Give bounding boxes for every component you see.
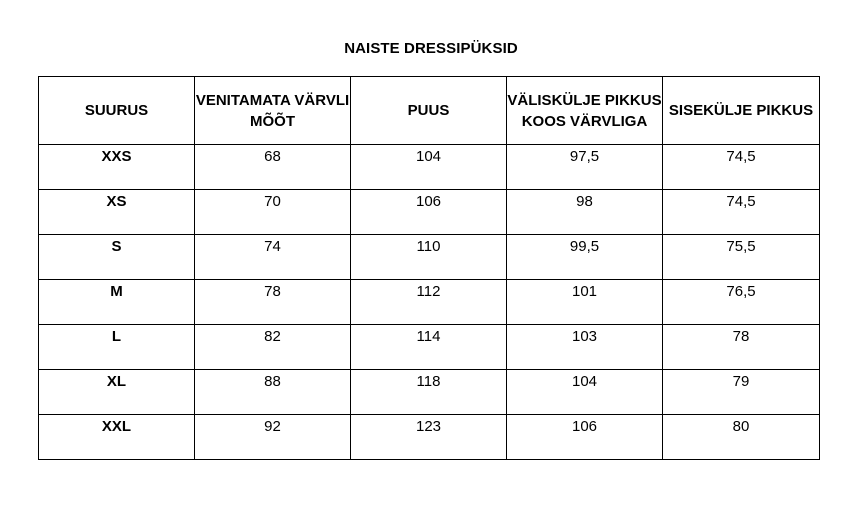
header-waist-unstretched: VENITAMATA VÄRVLI MÕÕT bbox=[195, 77, 351, 145]
inseam-cell: 74,5 bbox=[663, 145, 820, 190]
waist-cell: 70 bbox=[195, 190, 351, 235]
outseam-cell: 99,5 bbox=[507, 235, 663, 280]
header-outseam-with-waistband: VÄLISKÜLJE PIKKUS KOOS VÄRVLIGA bbox=[507, 77, 663, 145]
table-row bbox=[39, 325, 820, 370]
size-cell: XS bbox=[39, 190, 195, 235]
outseam-cell: 98 bbox=[507, 190, 663, 235]
outseam-cell: 106 bbox=[507, 415, 663, 460]
hip-cell: 118 bbox=[351, 370, 507, 415]
hip-cell: 114 bbox=[351, 325, 507, 370]
waist-cell: 78 bbox=[195, 280, 351, 325]
hip-cell: 112 bbox=[351, 280, 507, 325]
outseam-cell: 97,5 bbox=[507, 145, 663, 190]
hip-cell: 110 bbox=[351, 235, 507, 280]
waist-cell: 82 bbox=[195, 325, 351, 370]
size-cell: XL bbox=[39, 370, 195, 415]
header-row bbox=[39, 77, 820, 145]
inseam-cell: 75,5 bbox=[663, 235, 820, 280]
outseam-cell: 104 bbox=[507, 370, 663, 415]
inseam-cell: 80 bbox=[663, 415, 820, 460]
waist-cell: 74 bbox=[195, 235, 351, 280]
waist-cell: 68 bbox=[195, 145, 351, 190]
table-row bbox=[39, 190, 820, 235]
header-size: SUURUS bbox=[39, 77, 195, 145]
inseam-cell: 79 bbox=[663, 370, 820, 415]
table-row bbox=[39, 415, 820, 460]
hip-cell: 123 bbox=[351, 415, 507, 460]
table-row bbox=[39, 370, 820, 415]
size-cell: M bbox=[39, 280, 195, 325]
table-row bbox=[39, 145, 820, 190]
inseam-cell: 74,5 bbox=[663, 190, 820, 235]
hip-cell: 104 bbox=[351, 145, 507, 190]
table-row bbox=[39, 280, 820, 325]
waist-cell: 88 bbox=[195, 370, 351, 415]
waist-cell: 92 bbox=[195, 415, 351, 460]
size-cell: S bbox=[39, 235, 195, 280]
header-hip: PUUS bbox=[351, 77, 507, 145]
table-row bbox=[39, 235, 820, 280]
page-title: NAISTE DRESSIPÜKSID bbox=[344, 40, 518, 57]
inseam-cell: 76,5 bbox=[663, 280, 820, 325]
header-inseam: SISEKÜLJE PIKKUS bbox=[663, 77, 820, 145]
hip-cell: 106 bbox=[351, 190, 507, 235]
inseam-cell: 78 bbox=[663, 325, 820, 370]
size-cell: XXL bbox=[39, 415, 195, 460]
size-cell: XXS bbox=[39, 145, 195, 190]
outseam-cell: 103 bbox=[507, 325, 663, 370]
outseam-cell: 101 bbox=[507, 280, 663, 325]
size-table bbox=[38, 76, 820, 460]
size-cell: L bbox=[39, 325, 195, 370]
